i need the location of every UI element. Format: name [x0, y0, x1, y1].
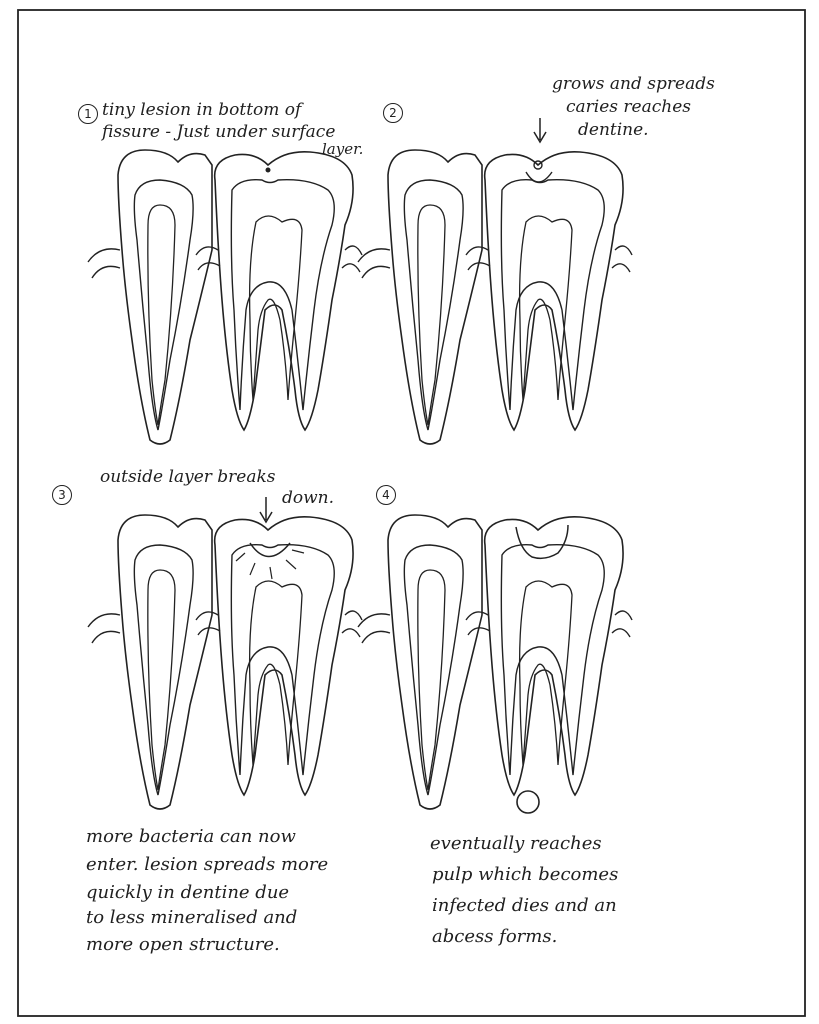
caption-right-line: abcess forms.	[432, 926, 558, 947]
stage-4-number: 4	[376, 485, 396, 505]
stage-2-arrow	[534, 118, 546, 142]
stage-3-number: 3	[52, 485, 72, 505]
stage-2-label-line-3: dentine.	[578, 120, 649, 140]
stage-2-label-line-1: grows and spreads	[552, 74, 715, 94]
stage-1-teeth	[88, 150, 362, 444]
stage-2-number: 2	[383, 103, 403, 123]
caption-left-line: to less mineralised and	[86, 907, 298, 928]
stage-1-label-line-3: layer.	[322, 140, 364, 158]
stage-2-label-line-2: caries reaches	[566, 97, 691, 117]
stage-1-label-line-1: tiny lesion in bottom of	[102, 100, 302, 120]
caption-left-line: more bacteria can now	[86, 826, 296, 847]
caption-right-line: eventually reaches	[430, 833, 602, 854]
stage-1-lesion	[266, 168, 271, 173]
stage-4-abscess	[517, 791, 539, 813]
stage-3-arrow	[260, 497, 272, 522]
stage-2-teeth	[358, 150, 632, 444]
caption-left-line: quickly in dentine due	[86, 882, 290, 903]
caption-left-line: enter. lesion spreads more	[86, 854, 329, 875]
caption-right-line: pulp which becomes	[432, 864, 619, 885]
stage-3-teeth	[88, 515, 362, 809]
caption-left-line: more open structure.	[86, 934, 280, 955]
caption-right-line: infected dies and an	[432, 895, 617, 916]
stage-1-number: 1	[78, 104, 98, 124]
stage-1-label-line-2: fissure - Just under surface	[102, 122, 336, 142]
stage-3-label-line-1: outside layer breaks	[100, 467, 276, 487]
stage-4-cavity	[516, 525, 568, 558]
stage-4-teeth	[358, 515, 632, 813]
stage-3-label-line-2: down.	[282, 488, 335, 508]
